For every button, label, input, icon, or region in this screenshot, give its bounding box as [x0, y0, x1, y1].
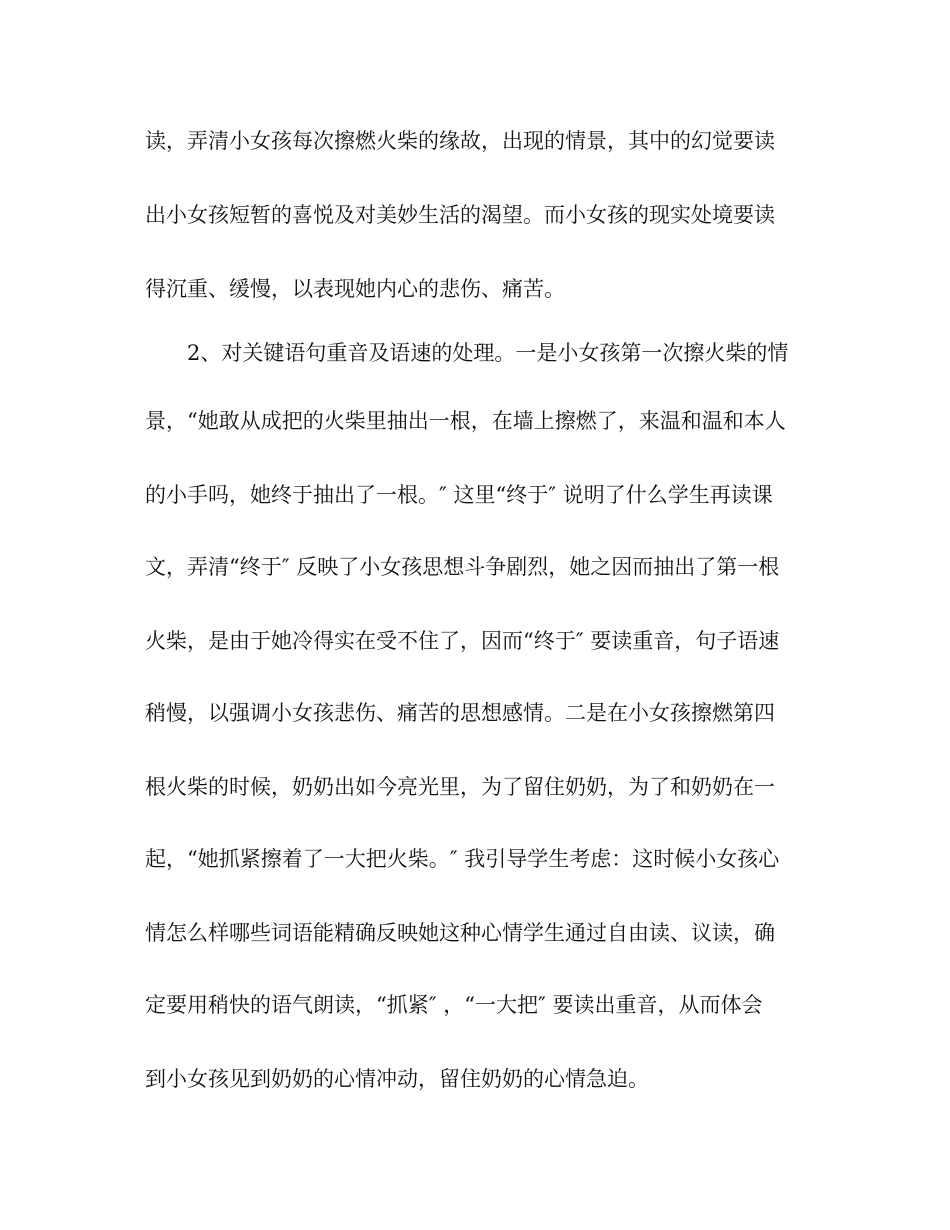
- text-line: 火柴，是由于她冷得实在受不住了，因而“终于″ 要读重音，句子语速: [145, 629, 780, 653]
- text-line: 2、对关键语句重音及语速的处理。一是小女孩第一次擦火柴的情: [187, 341, 789, 365]
- text-line: 起，“她抓紧擦着了一大把火柴。″ 我引导学生考虑：这时候小女孩心: [145, 847, 780, 871]
- text-line: 稍慢，以强调小女孩悲伤、痛苦的思想感情。二是在小女孩擦燃第四: [145, 701, 775, 725]
- text-line: 文，弄清“终于″ 反映了小女孩思想斗争剧烈，她之因而抽出了第一根: [145, 555, 780, 579]
- text-line: 出小女孩短暂的喜悦及对美妙生活的渴望。而小女孩的现实处境要读: [145, 203, 775, 227]
- text-line: 读，弄清小女孩每次擦燃火柴的缘故，出现的情景，其中的幻觉要读: [145, 129, 775, 153]
- text-line: 到小女孩见到奶奶的心情冲动，留住奶奶的心情急迫。: [145, 1067, 649, 1091]
- text-line: 的小手吗，她终于抽出了一根。″ 这里“终于″ 说明了什么学生再读课: [145, 483, 773, 507]
- text-line: 得沉重、缓慢，以表现她内心的悲伤、痛苦。: [145, 277, 565, 301]
- text-line: 定要用稍快的语气朗读，“抓紧″ ，“一大把″ 要读出重音，从而体会: [145, 993, 763, 1017]
- text-line: 景，“她敢从成把的火柴里抽出一根，在墙上擦燃了，来温和温和本人: [145, 409, 786, 433]
- text-line: 情怎么样哪些词语能精确反映她这种心情学生通过自由读、议读，确: [145, 921, 775, 945]
- text-line: 根火柴的时候，奶奶出如今亮光里，为了留住奶奶，为了和奶奶在一: [145, 775, 775, 799]
